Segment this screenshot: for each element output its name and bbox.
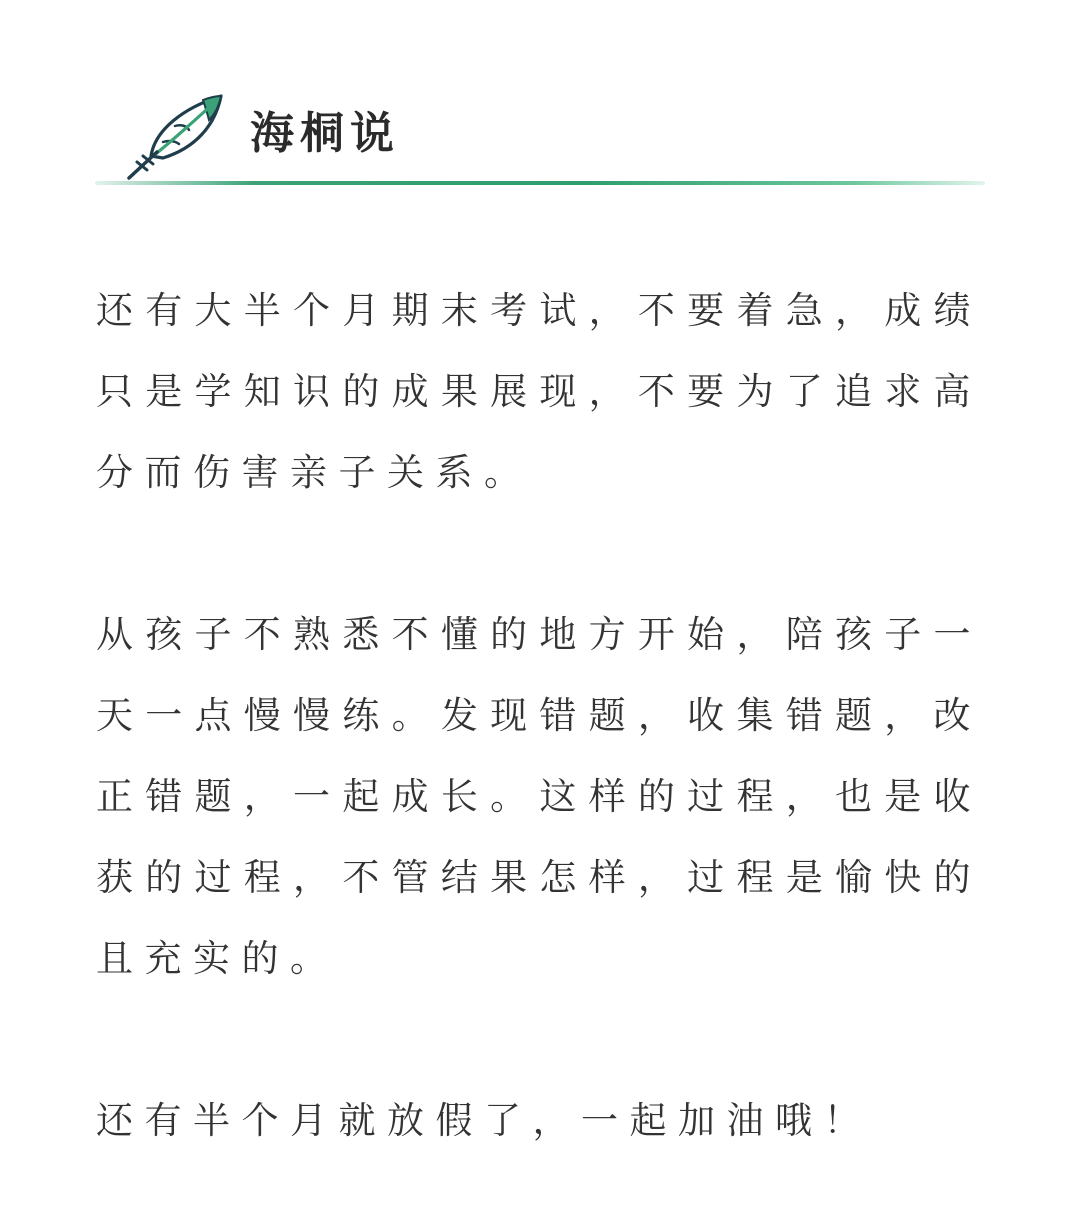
feather-quill-icon <box>123 86 231 182</box>
article-body <box>96 270 982 1161</box>
header <box>95 80 985 190</box>
article-paragraph: 还有大半个月期末考试，不要着急，成绩只是学知识的成果展现，不要为了追求高分而伤害亲子关系。 <box>96 289 982 494</box>
article-paragraph: 还有半个月就放假了，一起加油哦！ <box>96 1099 872 1142</box>
article-paragraph: 从孩子不熟悉不懂的地方开始，陪孩子一天一点慢慢练。发现错题，收集错题，改正错题，一起成长。这样的过程，也是收获的过程，不管结果怎样，过程是愉快的且充实的。 <box>96 613 982 980</box>
header-divider <box>95 181 985 185</box>
brand-title: 海桐说 <box>250 108 400 159</box>
